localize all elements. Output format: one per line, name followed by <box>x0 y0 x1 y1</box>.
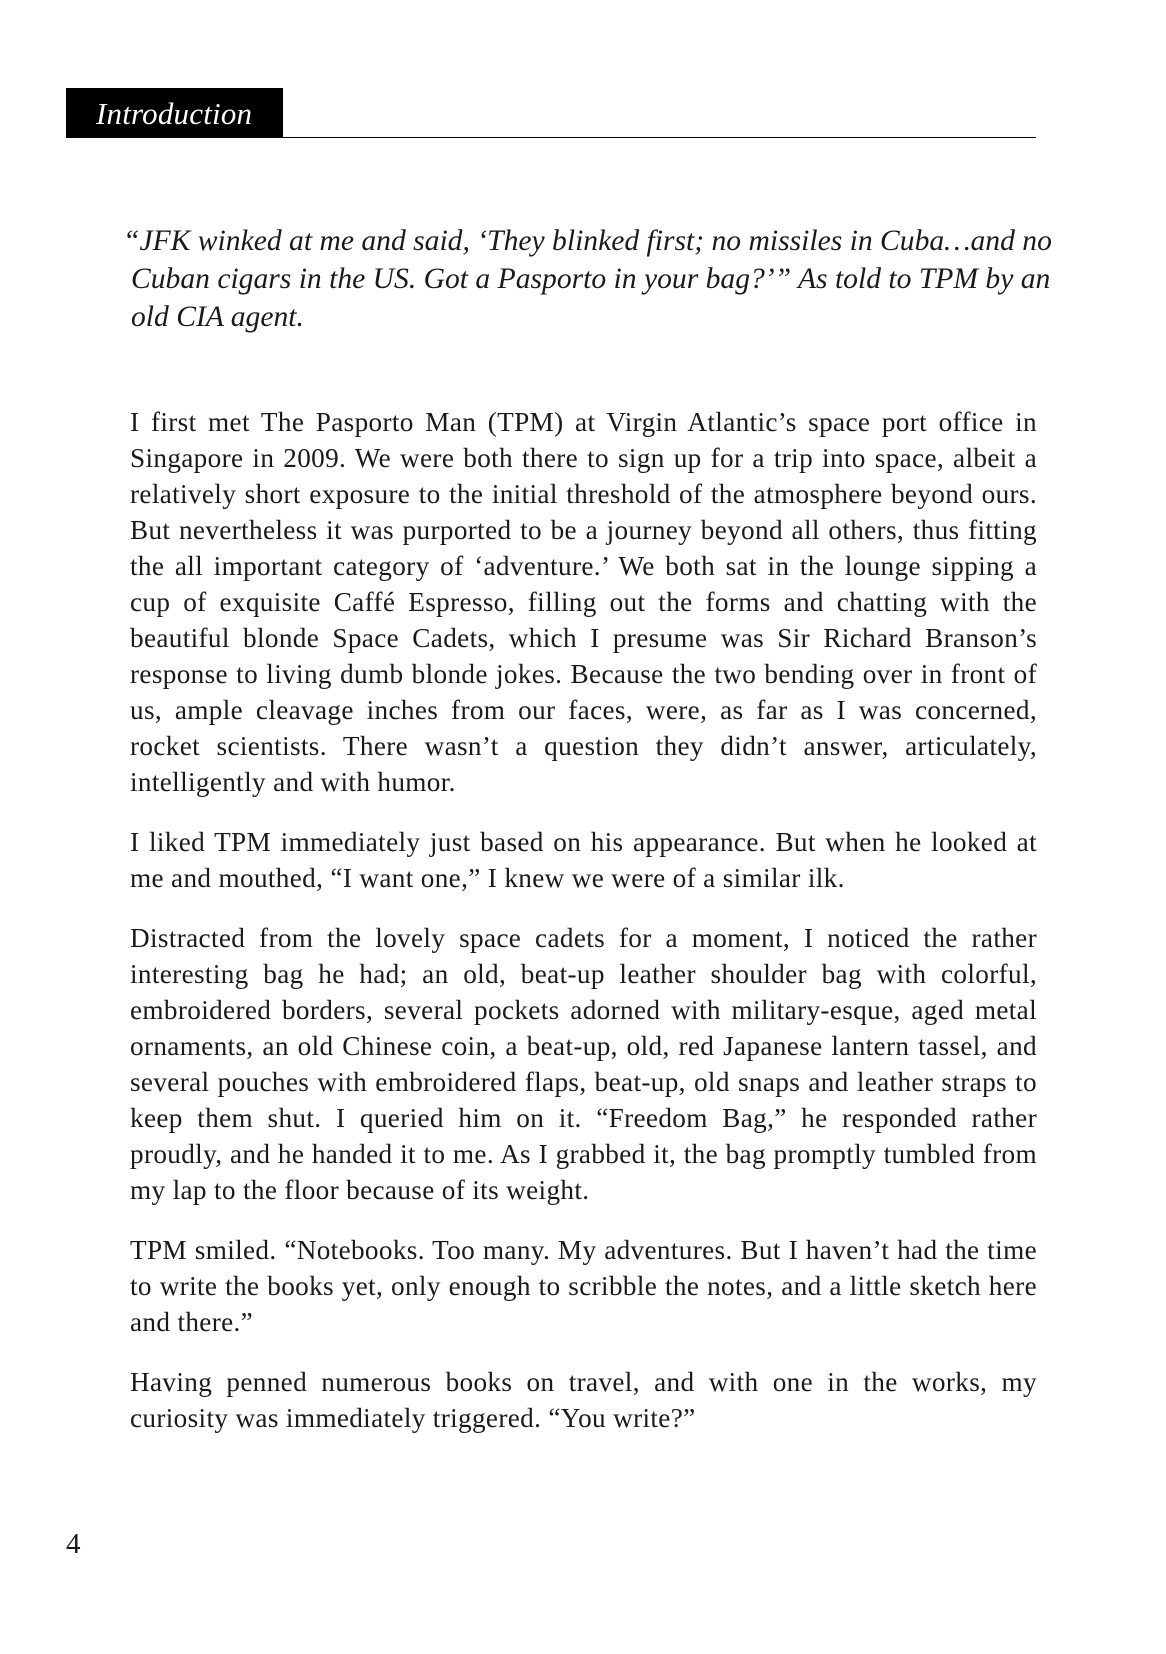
paragraph-you-write: Having penned numerous books on travel, and with one in the works, my curiosity was immediately triggered. “You write?” <box>130 1367 1037 1433</box>
epigraph-quote <box>123 222 1052 336</box>
epigraph-line: “JFK winked at me and said, ‘They blinked first; no missiles in Cuba…and no <box>123 225 1052 257</box>
section-header <box>66 88 1036 138</box>
section-title: Introduction <box>96 96 253 131</box>
body-text <box>130 404 1037 1460</box>
epigraph-line: Cuban cigars in the US. Got a Pasporto in your bag?’” As told to TPM by an <box>131 263 1051 295</box>
header-rule <box>283 137 1036 138</box>
paragraph-space-port: I first met The Pasporto Man (TPM) at Virgin Atlantic’s space port office in Singapore in 2009. We were both there to sign up for a trip into space, albeit a relatively short exposure to the initial threshold of the atmosphere beyond ours. But nevertheless it was purported to be a journey beyond all others, thus fitting the all important category of ‘adventure.’ We both sat in the lounge sipping a cup of exquisite Caffé Espresso, filling out the forms and chatting with the beautiful blonde Space Cadets, which I presume was Sir Richard Branson’s response to living dumb blonde jokes. Because the two bending over in front of us, ample cleavage inches from our faces, were, as far as I was concerned, rocket scientists. There wasn’t a question they didn’t answer, articulately, intelligently and with humor. <box>130 407 1037 797</box>
paragraph-notebooks: TPM smiled. “Notebooks. Too many. My adventures. But I haven’t had the time to write the books yet, only enough to scribble the notes, and a little sketch here and there.” <box>130 1235 1037 1337</box>
page-number: 4 <box>66 1528 81 1560</box>
epigraph-line: old CIA agent. <box>131 301 304 333</box>
section-title-tab <box>66 88 283 138</box>
paragraph-first-impression: I liked TPM immediately just based on his appearance. But when he looked at me and mouthed, “I want one,” I knew we were of a similar ilk. <box>130 827 1037 893</box>
paragraph-freedom-bag: Distracted from the lovely space cadets for a moment, I noticed the rather interesting bag he had; an old, beat-up leather shoulder bag with colorful, embroidered borders, several pockets adorned with military-esque, aged metal ornaments, an old Chinese coin, a beat-up, old, red Japanese lantern tassel, and several pouches with embroidered flaps, beat-up, old snaps and leather straps to keep them shut. I queried him on it. “Freedom Bag,” he responded rather proudly, and he handed it to me. As I grabbed it, the bag promptly tumbled from my lap to the floor because of its weight. <box>130 923 1037 1205</box>
